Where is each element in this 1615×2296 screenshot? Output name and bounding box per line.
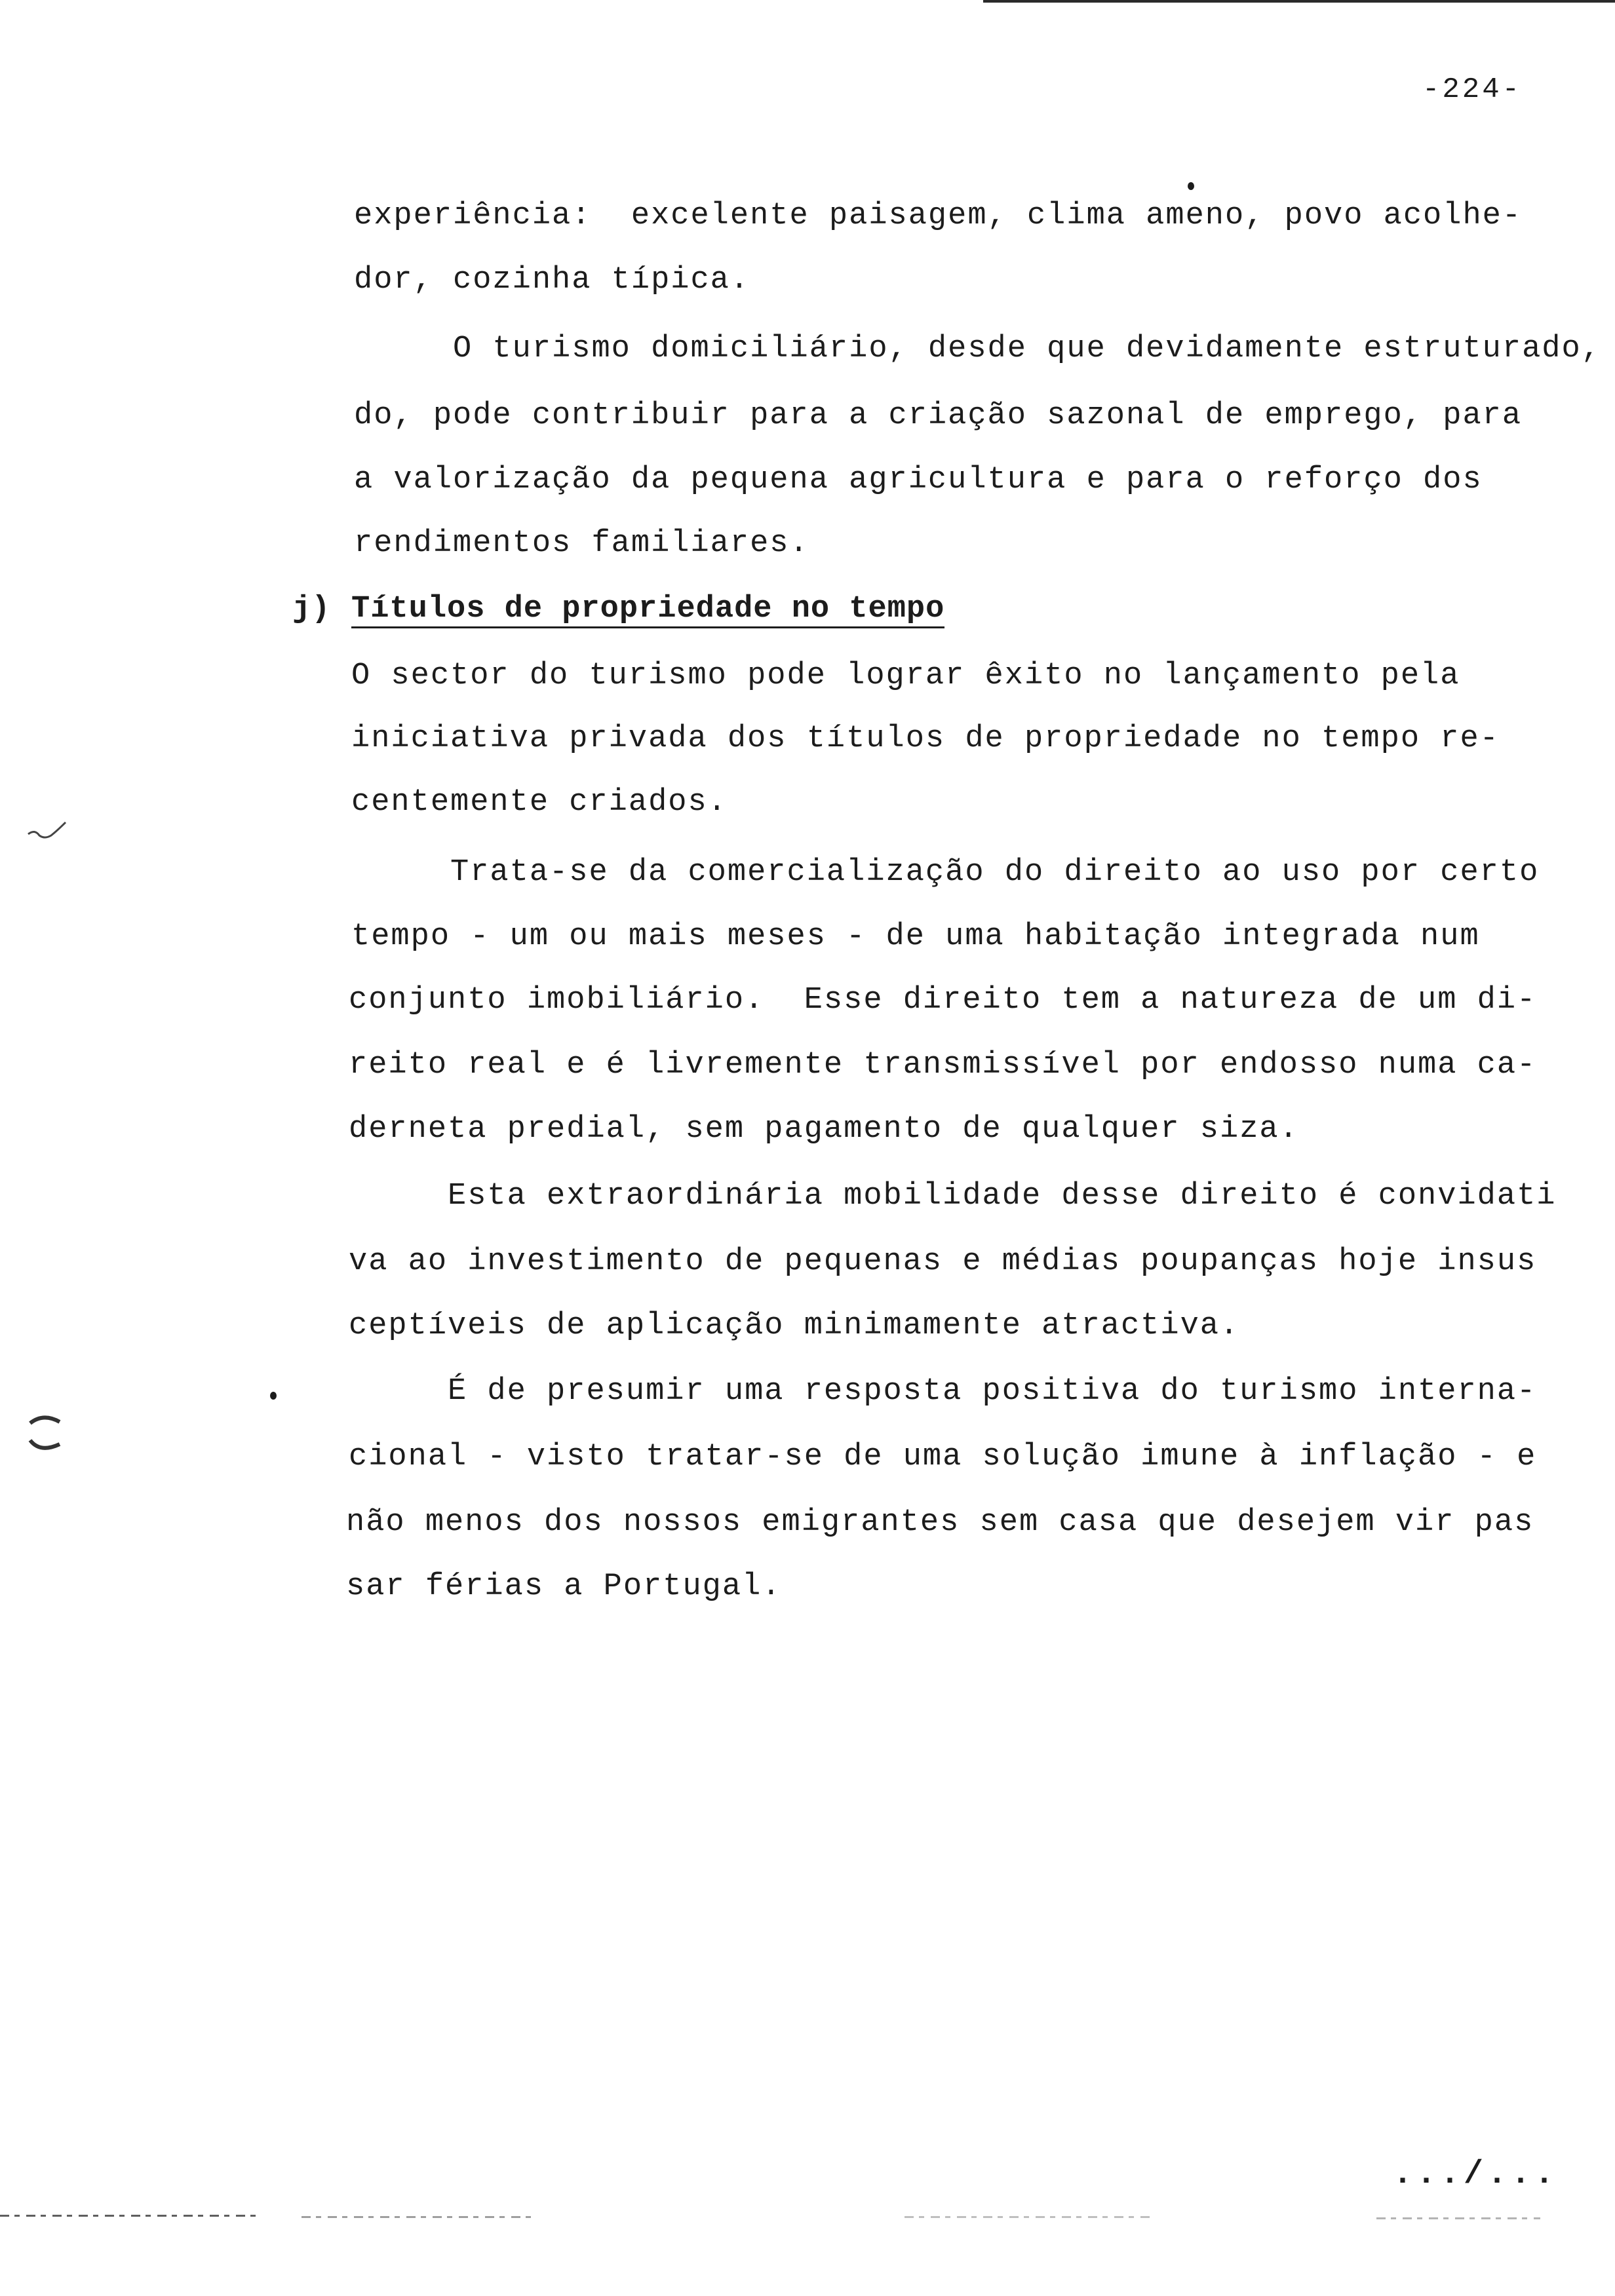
body-line: va ao investimento de pequenas e médias poupanças hoje insus (349, 1244, 1537, 1279)
body-line: Esta extraordinária mobilidade desse direito é convidati (349, 1179, 1557, 1214)
body-line: É de presumir uma resposta positiva do turismo interna- (349, 1374, 1537, 1409)
body-line: iniciativa privada dos títulos de propriedade no tempo re- (351, 721, 1500, 756)
scan-edge-artifact (1376, 2217, 1540, 2219)
scan-edge-artifact (302, 2216, 537, 2218)
body-line: rendimentos familiares. (354, 526, 809, 561)
body-line: a valorização da pequena agricultura e para o reforço dos (354, 463, 1483, 497)
body-line: dor, cozinha típica. (354, 263, 750, 297)
top-edge-rule (983, 0, 1615, 3)
section-title: Títulos de propriedade no tempo (351, 592, 944, 628)
body-line: reito real e é livremente transmissível por endosso numa ca- (349, 1048, 1537, 1082)
body-line: experiência: excelente paisagem, clima ameno, povo acolhe- (354, 199, 1523, 233)
page-number: -224- (1422, 73, 1523, 106)
body-line: centemente criados. (351, 785, 728, 820)
scan-edge-artifact (905, 2216, 1154, 2218)
body-line: tempo - um ou mais meses - de uma habitação integrada num (351, 919, 1480, 954)
scan-edge-artifact (0, 2215, 262, 2217)
stray-dot-top (1188, 182, 1194, 190)
body-line: cional - visto tratar-se de uma solução imune à inflação - e (349, 1440, 1537, 1474)
body-line: Trata-se da comercialização do direito ao uso por certo (351, 855, 1540, 890)
body-line: O sector do turismo pode lograr êxito no lançamento pela (351, 659, 1460, 693)
binder-hole-mark-1 (25, 816, 71, 842)
body-line: do, pode contribuir para a criação sazonal de emprego, para (354, 398, 1523, 433)
body-line: derneta predial, sem pagamento de qualquer siza. (349, 1112, 1299, 1147)
body-line: não menos dos nossos emigrantes sem casa que desejem vir pas (346, 1505, 1534, 1540)
body-line: ceptíveis de aplicação minimamente atractiva. (349, 1309, 1240, 1343)
body-line: sar férias a Portugal. (346, 1569, 782, 1604)
binder-hole-mark-2 (24, 1409, 69, 1461)
continuation-mark: .../... (1393, 2156, 1559, 2193)
margin-bullet (270, 1392, 277, 1400)
section-marker: j) (292, 592, 331, 626)
body-line: conjunto imobiliário. Esse direito tem a natureza de um di- (349, 983, 1537, 1018)
body-line: O turismo domiciliário, desde que devidamente estruturado, (354, 332, 1601, 366)
